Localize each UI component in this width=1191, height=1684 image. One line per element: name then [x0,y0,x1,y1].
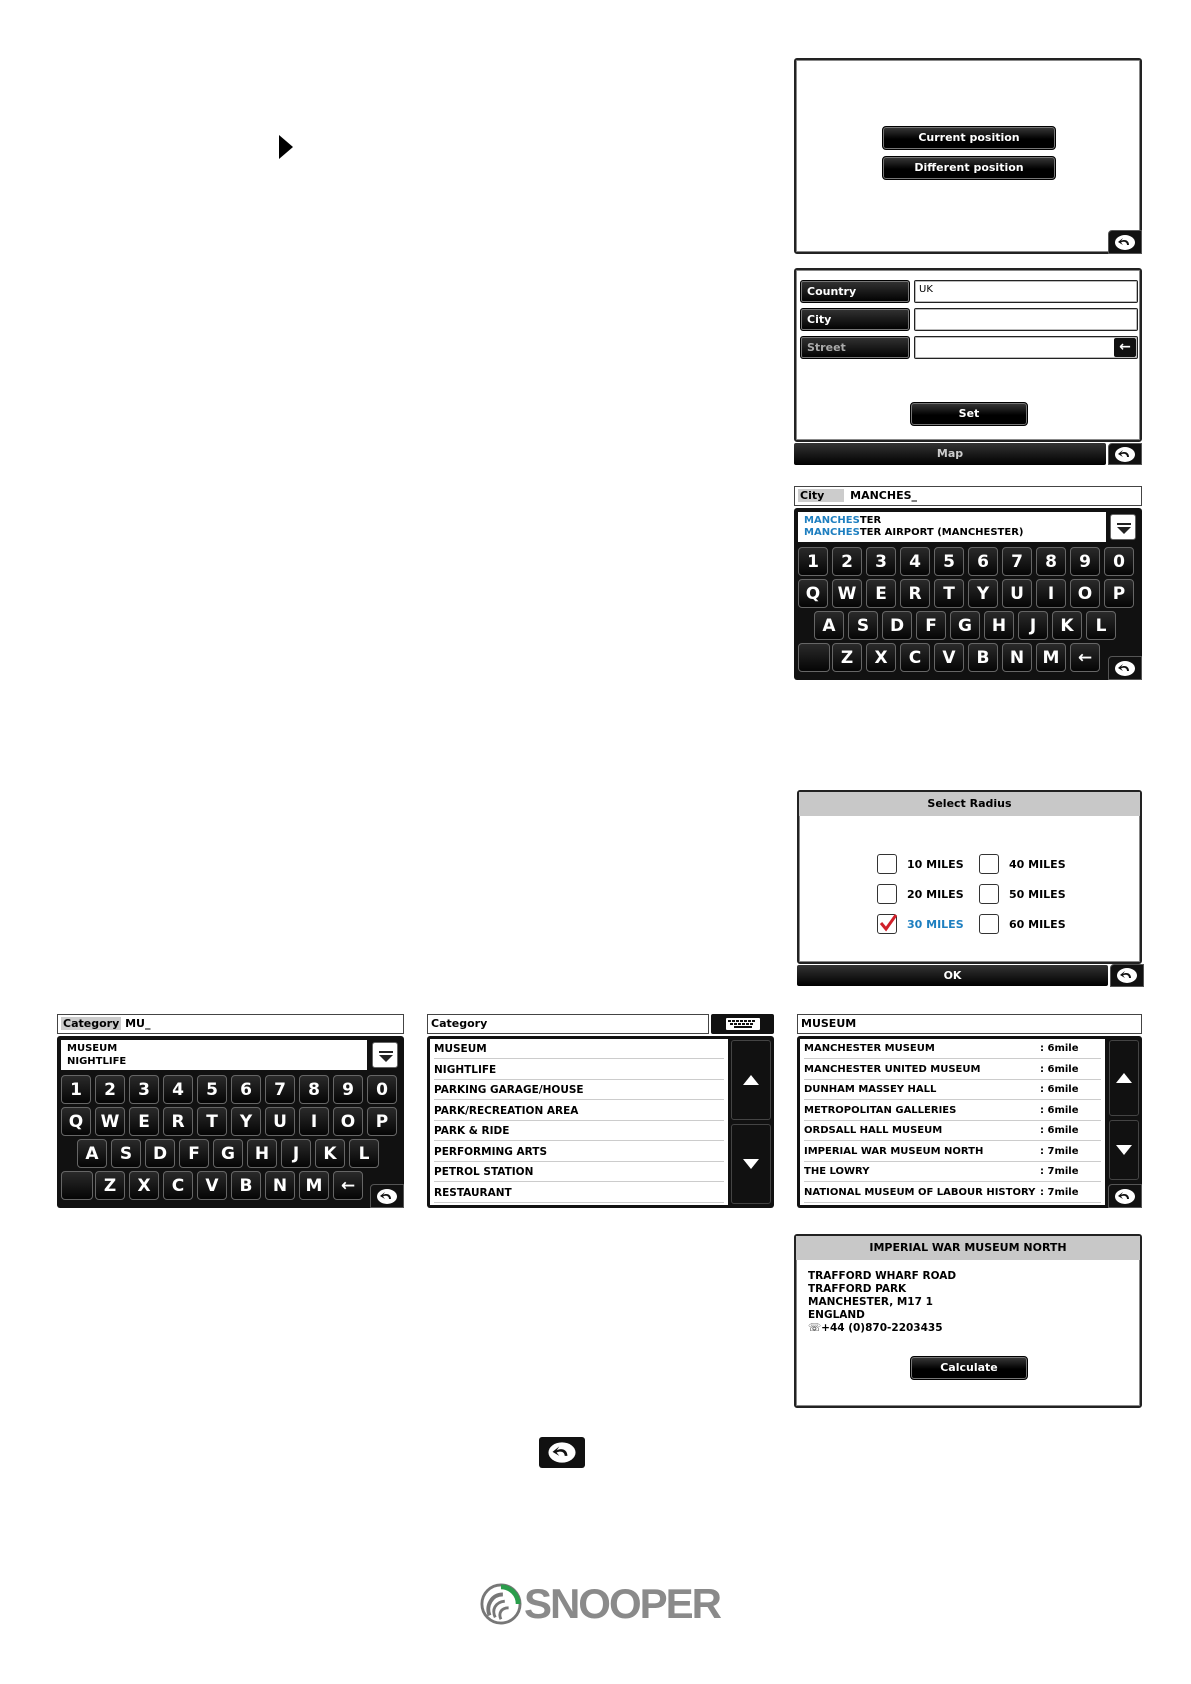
key-l[interactable]: L [1086,611,1116,640]
key-m[interactable]: M [1036,643,1066,672]
list-item[interactable] [804,1142,1101,1162]
space-key[interactable] [61,1171,93,1200]
suggestion-item[interactable]: MUSEUM [67,1043,118,1054]
key-backspace[interactable]: ← [1070,643,1100,672]
museum-distance: : 7mile [1040,1145,1079,1157]
key-9[interactable]: 9 [1070,547,1100,576]
map-bar[interactable]: Map [794,443,1106,465]
list-item[interactable] [804,1162,1101,1182]
key-9[interactable]: 9 [333,1075,363,1104]
key-7[interactable]: 7 [1002,547,1032,576]
position-screen [794,58,1142,254]
key-e[interactable]: E [129,1107,159,1136]
key-5[interactable]: 5 [197,1075,227,1104]
key-g[interactable]: G [950,611,980,640]
key-i[interactable]: I [299,1107,329,1136]
key-4[interactable]: 4 [163,1075,193,1104]
back-button[interactable] [1108,443,1142,465]
key-q[interactable]: Q [61,1107,91,1136]
museum-name: METROPOLITAN GALLERIES [804,1104,957,1116]
scroll-down-button[interactable] [1109,1120,1139,1180]
radius-checkbox-50[interactable] [979,884,999,904]
key-u[interactable]: U [265,1107,295,1136]
museum-list-body [800,1039,1105,1205]
key-j[interactable]: J [281,1139,311,1168]
category-title-bar: Category [427,1014,709,1034]
keyboard-icon [726,1018,760,1030]
key-s[interactable]: S [848,611,878,640]
radius-option-50[interactable]: 50 MILES [1009,888,1066,901]
category-list-body [430,1039,728,1205]
category-list [427,1036,774,1208]
museum-distance: : 6mile [1040,1043,1079,1054]
list-item[interactable]: PERFORMING ARTS [434,1142,724,1162]
back-icon [547,1441,577,1464]
detail-screen [794,1234,1142,1408]
space-key[interactable] [798,643,830,672]
key-w[interactable]: W [95,1107,125,1136]
keyboard-button[interactable] [711,1014,774,1034]
radius-checkbox-60[interactable] [979,914,999,934]
key-r[interactable]: R [163,1107,193,1136]
back-icon [1114,446,1136,463]
chevron-down-icon [1111,515,1137,541]
key-j[interactable]: J [1018,611,1048,640]
list-item[interactable]: NIGHTLIFE [434,1060,724,1080]
category-input-bar[interactable] [57,1014,404,1034]
museum-name: NATIONAL MUSEUM OF LABOUR HISTORY [804,1186,1036,1198]
key-8[interactable]: 8 [299,1075,329,1104]
ok-button[interactable]: OK [797,965,1108,986]
museum-name: MANCHESTER MUSEUM [804,1043,935,1054]
scroll-down-button[interactable] [731,1124,771,1204]
key-d[interactable]: D [882,611,912,640]
different-position-button[interactable]: Different position [882,156,1056,180]
radius-option-40[interactable]: 40 MILES [1009,858,1066,871]
address-line: TRAFFORD PARK [808,1283,907,1295]
key-1[interactable]: 1 [61,1075,91,1104]
museum-distance: : 6mile [1040,1104,1079,1116]
key-a[interactable]: A [77,1139,107,1168]
city-field[interactable] [914,308,1138,331]
scroll-up-button[interactable] [1109,1040,1139,1116]
back-button[interactable] [1108,656,1142,680]
category-suggestions [61,1040,367,1070]
city-suggestions [798,512,1106,542]
key-h[interactable]: H [984,611,1014,640]
key-q[interactable]: Q [798,579,828,608]
key-backspace[interactable]: ← [333,1171,363,1200]
back-button[interactable] [1108,1184,1142,1208]
key-i[interactable]: I [1036,579,1066,608]
suggestion-item[interactable]: NIGHTLIFE [67,1056,127,1067]
backspace-button[interactable]: ← [1114,338,1136,357]
key-h[interactable]: H [247,1139,277,1168]
museum-name: ORDSALL HALL MUSEUM [804,1125,943,1136]
city-input-bar[interactable] [794,486,1142,506]
key-8[interactable]: 8 [1036,547,1066,576]
phone-number: +44 (0)870-2203435 [821,1322,943,1334]
category-keyboard [57,1036,404,1208]
key-6[interactable]: 6 [231,1075,261,1104]
key-e[interactable]: E [866,579,896,608]
key-p[interactable]: P [1104,579,1134,608]
suggestion-item[interactable]: MANCHESTER AIRPORT (MANCHESTER) [804,527,1024,538]
key-a[interactable]: A [814,611,844,640]
list-item[interactable] [804,1101,1101,1121]
list-item[interactable]: PARK & RIDE [434,1121,724,1141]
key-z[interactable]: Z [832,643,862,672]
key-3[interactable]: 3 [129,1075,159,1104]
key-n[interactable]: N [265,1171,295,1200]
country-label[interactable]: Country [800,280,910,303]
category-input-value: MU_ [125,1017,151,1030]
key-6[interactable]: 6 [968,547,998,576]
radius-option-10[interactable]: 10 MILES [907,858,964,871]
city-keyboard [794,508,1142,680]
back-icon [1114,660,1136,677]
key-5[interactable]: 5 [934,547,964,576]
back-icon [1114,234,1136,251]
museum-list [797,1036,1142,1208]
key-z[interactable]: Z [95,1171,125,1200]
back-icon [1114,1188,1136,1205]
snooper-swirl-icon [480,1582,522,1626]
city-input-label: City [798,489,844,502]
list-item[interactable] [804,1183,1101,1203]
chevron-up-icon [743,1075,759,1085]
phone-row [808,1322,943,1334]
key-y[interactable]: Y [968,579,998,608]
key-3[interactable]: 3 [866,547,896,576]
address-line: ENGLAND [808,1309,865,1321]
dropdown-button[interactable] [1110,514,1136,540]
address-line: MANCHESTER, M17 1 [808,1296,933,1308]
radius-title: Select Radius [799,792,1140,816]
museum-distance: : 6mile [1040,1063,1079,1075]
key-2[interactable]: 2 [832,547,862,576]
list-item[interactable] [804,1060,1101,1080]
key-y[interactable]: Y [231,1107,261,1136]
key-f[interactable]: F [916,611,946,640]
key-r[interactable]: R [900,579,930,608]
radius-option-20[interactable]: 20 MILES [907,888,964,901]
detail-title: IMPERIAL WAR MUSEUM NORTH [796,1236,1140,1260]
key-4[interactable]: 4 [900,547,930,576]
museum-distance: : 6mile [1040,1125,1079,1136]
key-7[interactable]: 7 [265,1075,295,1104]
back-icon [376,1188,398,1205]
city-label[interactable]: City [800,308,910,331]
key-k[interactable]: K [315,1139,345,1168]
list-item[interactable]: PARK/RECREATION AREA [434,1101,724,1121]
address-screen [794,268,1142,442]
arrow-right-icon [279,135,293,159]
radius-checkbox-40[interactable] [979,854,999,874]
key-0[interactable]: 0 [367,1075,397,1104]
key-d[interactable]: D [145,1139,175,1168]
list-item[interactable] [804,1121,1101,1141]
key-g[interactable]: G [213,1139,243,1168]
key-x[interactable]: X [866,643,896,672]
list-item[interactable]: PARKING GARAGE/HOUSE [434,1080,724,1100]
key-u[interactable]: U [1002,579,1032,608]
key-s[interactable]: S [111,1139,141,1168]
museum-name: IMPERIAL WAR MUSEUM NORTH [804,1145,984,1157]
key-w[interactable]: W [832,579,862,608]
museum-name: DUNHAM MASSEY HALL [804,1084,937,1095]
list-item[interactable] [804,1080,1101,1100]
key-b[interactable]: B [968,643,998,672]
radius-option-30[interactable]: 30 MILES [907,918,964,931]
museum-distance: : 6mile [1040,1084,1079,1095]
chevron-up-icon [1116,1073,1132,1083]
chevron-down-icon [1116,1145,1132,1155]
key-o[interactable]: O [333,1107,363,1136]
radius-option-60[interactable]: 60 MILES [1009,918,1066,931]
key-v[interactable]: V [197,1171,227,1200]
radius-checkbox-20[interactable] [877,884,897,904]
museum-distance: : 7mile [1040,1186,1079,1198]
key-t[interactable]: T [934,579,964,608]
chevron-down-icon [373,1043,399,1069]
museum-title-bar: MUSEUM [797,1014,1142,1034]
museum-distance: : 7mile [1040,1166,1079,1177]
list-item[interactable] [804,1039,1101,1059]
key-t[interactable]: T [197,1107,227,1136]
country-field[interactable]: UK [914,280,1138,303]
key-1[interactable]: 1 [798,547,828,576]
street-label[interactable]: Street [800,336,910,359]
museum-name: THE LOWRY [804,1166,870,1177]
category-input-label: Category [63,1017,120,1030]
radius-screen [797,790,1142,964]
key-x[interactable]: X [129,1171,159,1200]
chevron-down-icon [743,1159,759,1169]
list-item[interactable]: RESTAURANT [434,1183,724,1203]
key-c[interactable]: C [163,1171,193,1200]
radius-checkbox-30[interactable] [877,914,897,934]
back-button[interactable] [539,1437,585,1468]
address-line: TRAFFORD WHARF ROAD [808,1270,957,1282]
key-b[interactable]: B [231,1171,261,1200]
list-item[interactable]: MUSEUM [434,1039,724,1059]
suggestion-item[interactable]: MANCHESTER [804,515,882,526]
key-m[interactable]: M [299,1171,329,1200]
phone-icon: ☏ [808,1322,822,1334]
key-o[interactable]: O [1070,579,1100,608]
set-button[interactable]: Set [910,402,1028,426]
key-l[interactable]: L [349,1139,379,1168]
key-0[interactable]: 0 [1104,547,1134,576]
snooper-logo [480,1580,720,1628]
current-position-button[interactable]: Current position [882,126,1056,150]
museum-name: MANCHESTER UNITED MUSEUM [804,1063,981,1075]
key-k[interactable]: K [1052,611,1082,640]
scroll-up-button[interactable] [731,1040,771,1120]
back-icon [1116,967,1138,984]
back-button[interactable] [1110,964,1144,987]
dropdown-button[interactable] [372,1042,398,1068]
back-button[interactable] [1108,230,1142,254]
radius-checkbox-10[interactable] [877,854,897,874]
key-2[interactable]: 2 [95,1075,125,1104]
key-n[interactable]: N [1002,643,1032,672]
street-field[interactable] [914,336,1138,359]
list-item[interactable]: PETROL STATION [434,1162,724,1182]
key-v[interactable]: V [934,643,964,672]
city-input-value: MANCHES_ [850,489,918,502]
back-button[interactable] [370,1184,404,1208]
calculate-button[interactable]: Calculate [910,1356,1028,1380]
key-f[interactable]: F [179,1139,209,1168]
key-p[interactable]: P [367,1107,397,1136]
checkmark-icon [878,913,898,933]
key-c[interactable]: C [900,643,930,672]
snooper-wordmark: SNOOPER [523,1580,720,1627]
